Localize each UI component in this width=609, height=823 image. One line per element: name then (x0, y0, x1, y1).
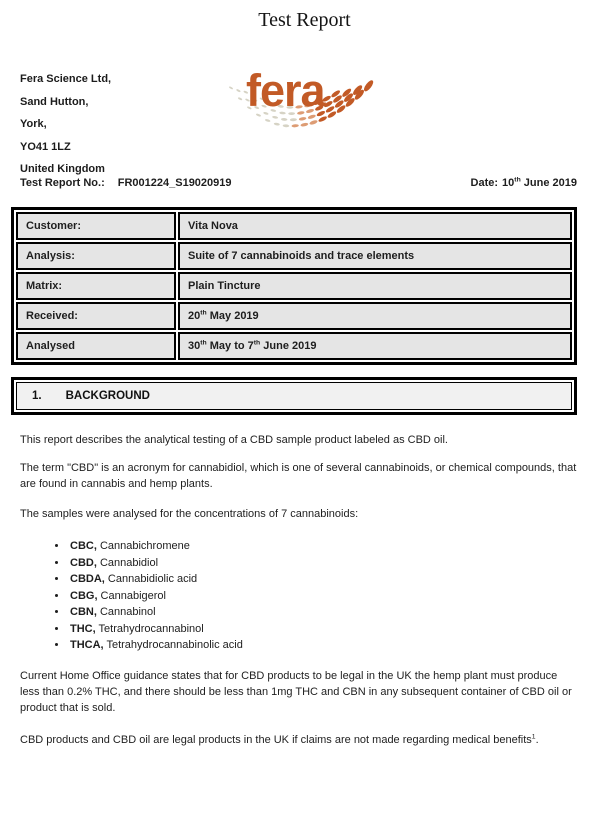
fera-logo-text: fera (246, 68, 325, 116)
row-label: Analysis: (16, 242, 176, 270)
list-item-thc: • THC, Tetrahydrocannabinol (68, 621, 609, 638)
paragraph-legal-products: CBD products and CBD oil are legal products in the UK if claims are not made regarding medical benefits$^1$. (20, 732, 539, 746)
cannabinoid-list (0, 538, 609, 654)
row-value: Suite of 7 cannabinoids and trace elements (178, 242, 572, 270)
row-label: Received: (16, 302, 176, 330)
list-item-cbd: • CBD, Cannabidiol (68, 555, 609, 572)
address-line: Fera Science Ltd, (20, 73, 112, 85)
address-line: York, (20, 118, 47, 130)
fera-logo (224, 68, 382, 152)
row-value: 20th May 2019 (178, 302, 572, 330)
paragraph-cbd-definition: The term "CBD" is an acronym for cannabidiol, which is one of several cannabinoids, or chemical compounds, that are found in cannabis and hemp plants. (20, 462, 577, 490)
list-item-thca: • THCA, Tetrahydrocannabinolic acid (68, 637, 609, 654)
date-value: 10th June 2019 (502, 176, 577, 189)
fera-logo-graphic (224, 68, 382, 152)
table-row-matrix (16, 272, 572, 300)
paragraph-home-office-guidance: Current Home Office guidance states that for CBD products to be legal in the UK the hemp plant must produce less than 0.2% THC, and there should be less than 1mg THC and CBN in any subsequent container of CBD oil or product that is sold. (20, 669, 572, 714)
company-address (20, 68, 111, 181)
list-item-cbda: • CBDA, Cannabidiolic acid (68, 571, 609, 588)
table-row-analysis (16, 242, 572, 270)
table-row-customer (16, 212, 572, 240)
section-header-background (11, 377, 577, 415)
table-row-analysed (16, 332, 572, 360)
section-title: BACKGROUND (65, 390, 150, 402)
list-item-cbg: • CBG, Cannabigerol (68, 588, 609, 605)
report-no-value: FR001224_S19020919 (117, 177, 232, 189)
section-header-inner (16, 382, 572, 410)
address-line: YO41 1LZ (20, 140, 71, 153)
list-item-cbn: • CBN, Cannabinol (68, 604, 609, 621)
address-line: Sand Hutton, (20, 95, 89, 108)
paragraph-samples-analysed: The samples were analysed for the concentrations of 7 cannabinoids: (20, 508, 359, 520)
row-value: Vita Nova (178, 212, 572, 240)
report-header (0, 32, 609, 176)
row-label: Customer: (16, 212, 176, 240)
date-label: Date: (470, 177, 499, 189)
row-label: Analysed (16, 332, 176, 360)
report-no-label: Test Report No.: (20, 177, 105, 189)
row-value: 30th May to 7th June 2019 (178, 332, 572, 360)
list-item-cbc: • CBC, Cannabichromene (68, 538, 609, 555)
section-number: 1. (32, 390, 42, 402)
page-title: Test Report (258, 9, 351, 31)
row-label: Matrix: (16, 272, 176, 300)
row-value: Plain Tincture (178, 272, 572, 300)
paragraph-report-intro: This report describes the analytical testing of a CBD sample product labeled as CBD oil. (20, 434, 448, 446)
address-line: United Kingdom (20, 163, 105, 175)
table-row-received (16, 302, 572, 330)
sample-info-table (11, 207, 577, 365)
report-date (471, 176, 577, 191)
